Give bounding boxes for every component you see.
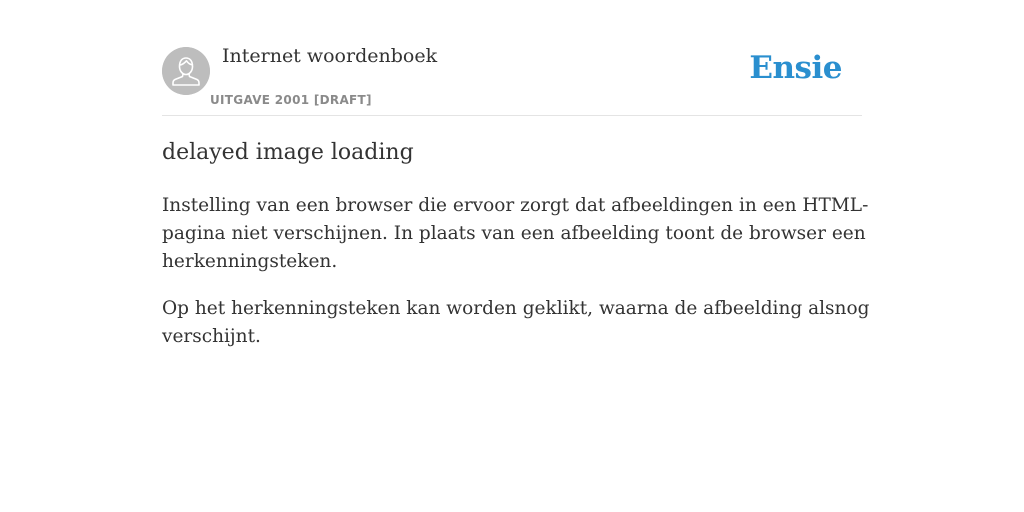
source-header bbox=[162, 0, 862, 116]
definition-paragraph: Instelling van een browser die ervoor zorgt dat afbeeldingen in een HTML-pagina niet verschijnen. In plaats van een afbeelding toont de browser een herkenningsteken. bbox=[162, 195, 869, 272]
definition-paragraph: Op het herkenningsteken kan worden geklikt, waarna de afbeelding alsnog verschijnt. bbox=[162, 298, 870, 347]
entry-definition bbox=[162, 192, 872, 370]
brand-logo[interactable]: Ensie bbox=[749, 50, 842, 86]
avatar-silhouette bbox=[162, 47, 210, 95]
entry-term: delayed image loading bbox=[162, 140, 414, 165]
source-title[interactable]: Internet woordenboek bbox=[222, 45, 438, 67]
page-container bbox=[162, 0, 870, 347]
user-avatar-icon[interactable] bbox=[162, 47, 210, 95]
edition-label: UITGAVE 2001 [DRAFT] bbox=[210, 93, 372, 107]
